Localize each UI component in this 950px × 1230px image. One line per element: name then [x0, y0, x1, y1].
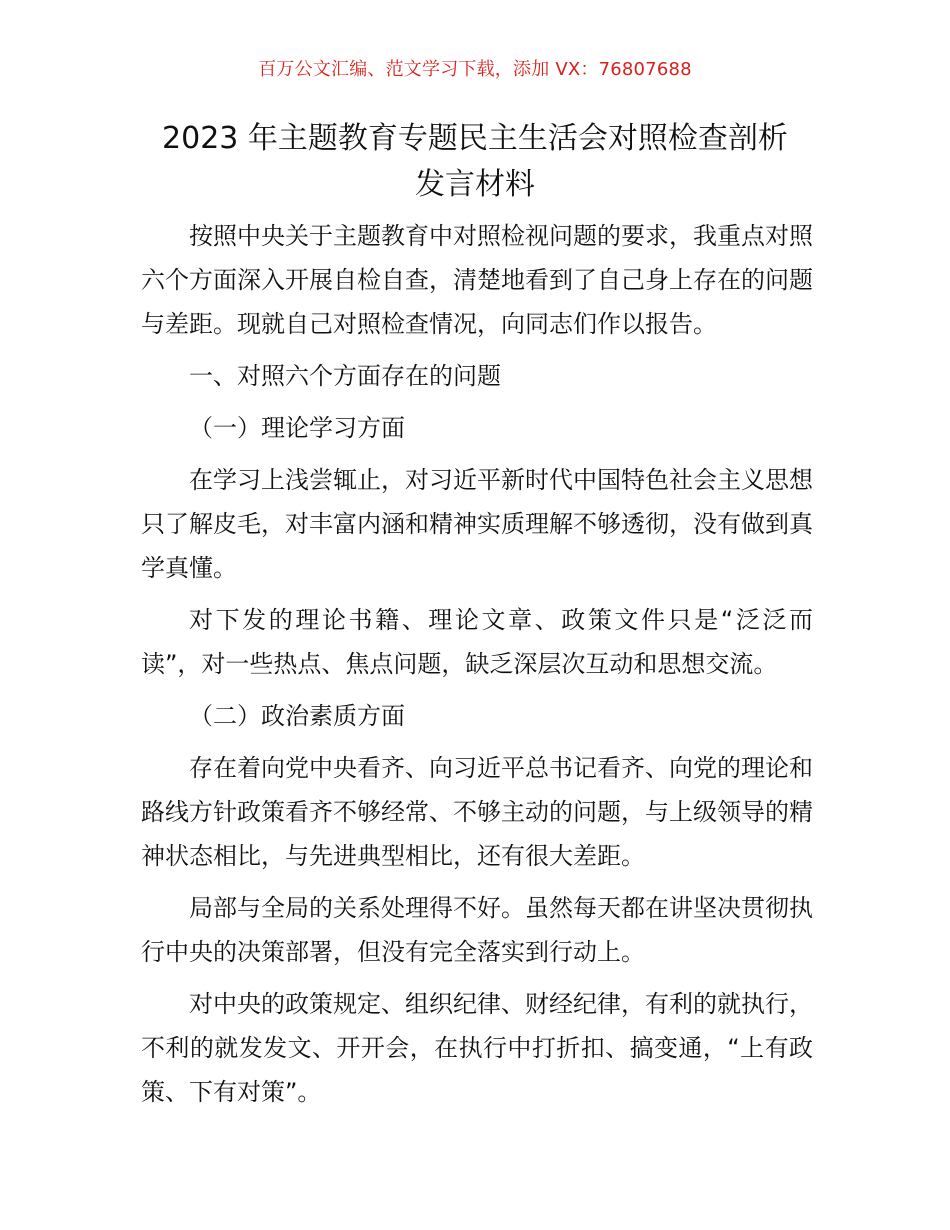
document-title: [120, 116, 830, 208]
title-line-2: 发言材料: [415, 167, 535, 202]
paragraph-politics-1: 存在着向党中央看齐、向习近平总书记看齐、向党的理论和路线方针政策看齐不够经常、不够主动的问题，与上级领导的精神状态相比，与先进典型相比，还有很大差距。: [141, 754, 813, 870]
subsection-heading-politics: （二）政治素质方面: [189, 702, 405, 730]
header-watermark-note: 百万公文汇编、范文学习下载，添加 VX：76807688: [258, 59, 692, 80]
paragraph-politics-3: 对中央的政策规定、组织纪律、财经纪律，有利的就执行，不利的就发发文、开开会，在执行中打折扣、搞变通，“上有政策、下有对策”。: [141, 990, 813, 1106]
section-heading-1: 一、对照六个方面存在的问题: [189, 362, 501, 390]
paragraph-theory-2: 对下发的理论书籍、理论文章、政策文件只是“泛泛而读”，对一些热点、焦点问题，缺乏深层次互动和思想交流。: [141, 606, 813, 678]
paragraph-politics-2: 局部与全局的关系处理得不好。虽然每天都在讲坚决贯彻执行中央的决策部署，但没有完全落实到行动上。: [141, 894, 813, 966]
subsection-heading-theory: （一）理论学习方面: [189, 414, 405, 442]
document-body: [141, 214, 813, 1122]
paragraph-theory-1: 在学习上浅尝辄止，对习近平新时代中国特色社会主义思想只了解皮毛，对丰富内涵和精神实质理解不够透彻，没有做到真学真懂。: [141, 466, 813, 582]
paragraph-intro: 按照中央关于主题教育中对照检视问题的要求，我重点对照六个方面深入开展自检自查，清楚地看到了自己身上存在的问题与差距。现就自己对照检查情况，向同志们作以报告。: [141, 222, 813, 338]
title-line-1: 2023 年主题教育专题民主生活会对照检查剖析: [162, 121, 788, 156]
